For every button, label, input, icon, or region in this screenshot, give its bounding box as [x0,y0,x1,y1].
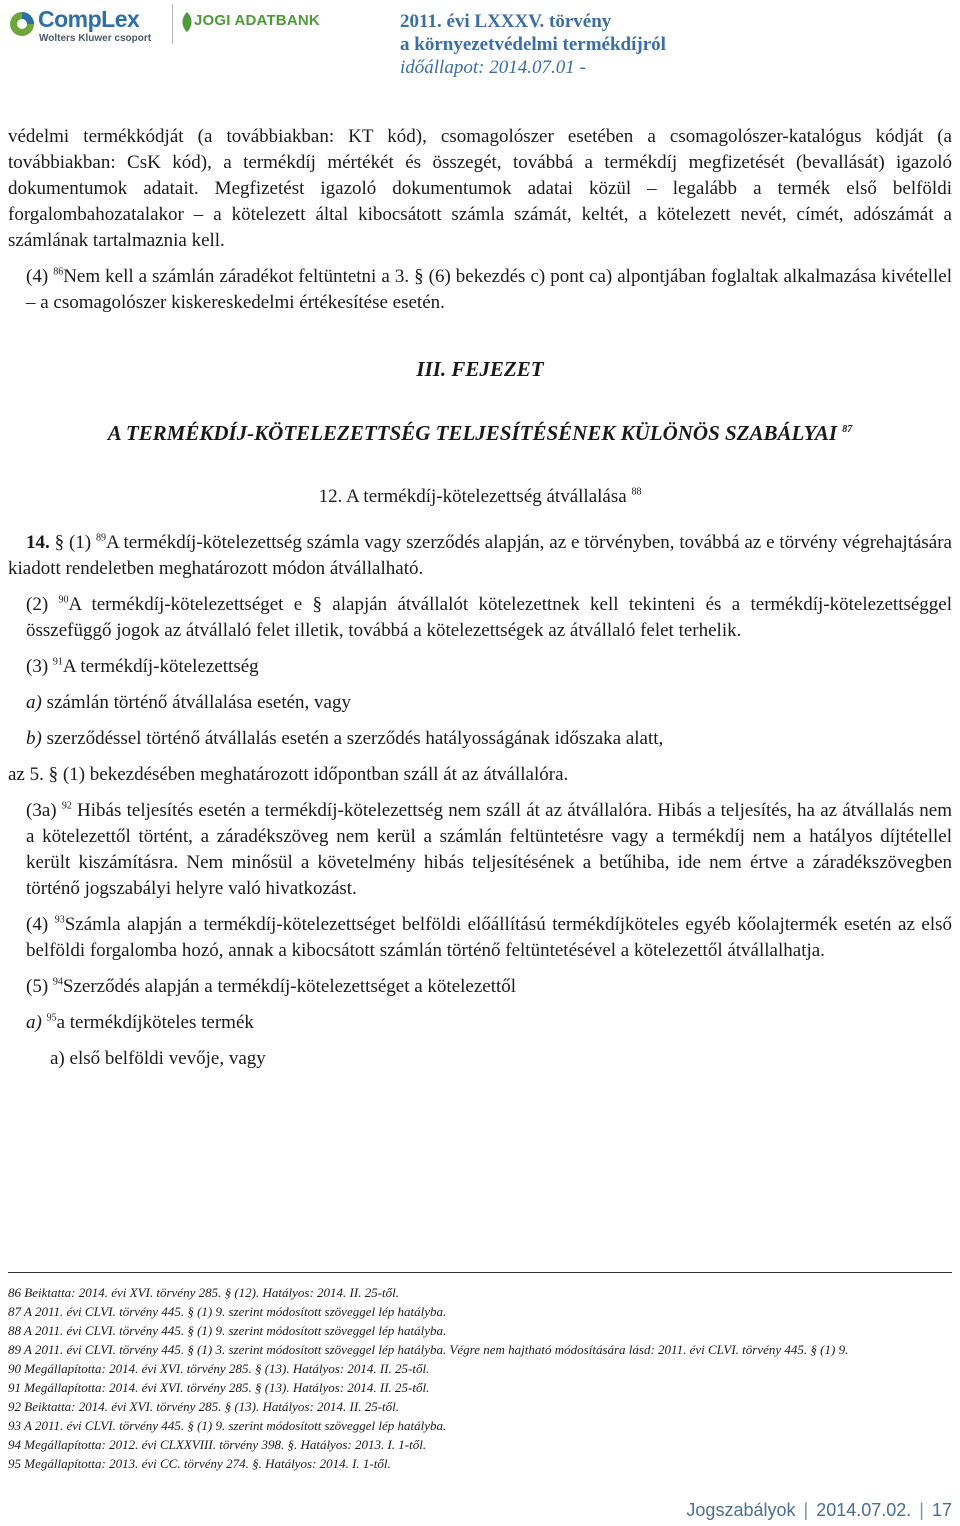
footer-date: 2014.07.02. [816,1500,912,1520]
jogi-brand: JOGI ADATBANK [194,12,320,29]
para-text: A termékdíj-kötelezettség számla vagy szerződés alapján, az e törvényben, továbbá az e törvény végrehajtására kiadott rendeletben meghatározott módon átvállalható. [8,532,952,579]
para-text: Hibás teljesítés esetén a termékdíj-kötelezettség nem száll át az átvállalóra. Hibás a teljesítés, ha az átvállalás nem a kötelezettől történt, a záradékszöveg nem kerül a számlán feltüntetésre vagy a termékdíj nem a hatályos díjtétellel került kiszámításra. Nem minősül a követelmény hibás teljesítésének a betűhiba, ide nem értve a záradékszövegben történő jogszabályi helyre való hivatkozást. [26,800,952,899]
document-state: időállapot: 2014.07.01 - [400,57,586,78]
point-a [8,690,952,716]
page-header [0,0,960,80]
point-label: b) [26,728,42,749]
point-label: a) [26,692,42,713]
footnote-92: 92 Beiktatta: 2014. évi XVI. törvény 285. § (13). Hatályos: 2014. II. 25-től. [8,1399,399,1414]
footer-separator: | [803,1500,809,1520]
point-5a [8,1010,952,1036]
para-text: A termékdíj-kötelezettséget e § alapján átvállalót kötelezettnek kell tekinteni és a termékdíj-kötelezettséggel összefüggő jogok az átvállaló felet illetik, továbbá a kötelezettségek az átvállaló felet terhelik. [26,594,953,641]
logo-divider [172,4,173,44]
footer-source: Jogszabályok [686,1500,796,1520]
footnote-ref[interactable]: 87 [842,424,853,435]
footnotes [8,1272,952,1473]
para-number: (5) [26,976,53,997]
para-number: (3) [26,656,53,677]
footnote-ref[interactable]: 91 [52,656,63,668]
document-subtitle: a környezetvédelmi termékdíjról [400,34,666,55]
footnote-ref[interactable]: 94 [52,976,63,988]
footnote-90: 90 Megállapította: 2014. évi XVI. törvény 285. § (13). Hatályos: 2014. II. 25-től. [8,1361,430,1376]
section-title-text: 12. A termékdíj-kötelezettség átvállalása [318,486,627,507]
section-number: 14. [26,532,50,553]
paragraph-4 [8,264,952,316]
para-text: Szerződés alapján a termékdíj-kötelezettséget a kötelezettől [62,976,517,997]
footnote-ref[interactable]: 88 [631,486,642,498]
footnote-91: 91 Megállapította: 2014. évi XVI. törvény 285. § (13). Hatályos: 2014. II. 25-től. [8,1380,430,1395]
page-number: 17 [931,1500,952,1520]
paragraph-3-end: az 5. § (1) bekezdésében meghatározott időpontban száll át az átvállalóra. [8,764,569,785]
para-number: (2) [26,594,59,615]
para-text: A termékdíj-kötelezettség [62,656,259,677]
footnote-87: 87 A 2011. évi CLVI. törvény 445. § (1) 9. szerint módosított szöveggel lép hatályba. [8,1304,447,1319]
section-14-1 [8,530,952,582]
page-footer [686,1500,952,1521]
footnote-93: 93 A 2011. évi CLVI. törvény 445. § (1) 9. szerint módosított szöveggel lép hatályba. [8,1418,447,1433]
para-text: Számla alapján a termékdíj-kötelezettséget belföldi előállítású termékdíjköteles egyéb kőolajtermék esetén az első belföldi forgalomba hozó, annak a kibocsátott számlán történő feltüntetésével a kötelezettől átvállalhatja. [26,914,953,961]
paragraph-4b [8,912,952,964]
footnote-94: 94 Megállapította: 2012. évi CLXXVIII. törvény 398. §. Hatályos: 2013. I. 1-től. [8,1437,427,1452]
point-label: a) [26,1012,42,1033]
document-body [8,124,952,1072]
point-text: számlán történő átvállalása esetén, vagy [41,692,351,713]
complex-logo [8,6,168,46]
footnote-ref[interactable]: 90 [58,594,69,606]
complex-brand: CompLex [38,6,140,32]
document-header [400,10,666,79]
jogi-logo [180,6,330,42]
point-b [8,726,952,752]
para-text: Nem kell a számlán záradékot feltüntetni a 3. § (6) bekezdés c) pont ca) alpontjában foglaltak alkalmazása kivétellel – a csomagolószer kiskereskedelmi értékesítése esetén. [26,266,953,313]
footnote-95: 95 Megállapította: 2013. évi CC. törvény 274. §. Hatályos: 2014. I. 1-től. [8,1456,391,1471]
jogi-leaf-icon [180,10,194,34]
footer-separator: | [919,1500,924,1520]
para-number: (3a) [26,800,62,821]
footnote-ref[interactable]: 89 [95,532,106,544]
section-title [8,484,952,510]
chapter-title-text: A TERMÉKDÍJ-KÖTELEZETTSÉG TELJESÍTÉSÉNEK KÜLÖNÖS SZABÁLYAI [107,421,838,445]
point-text: a termékdíjköteles termék [56,1012,254,1033]
footnote-ref[interactable]: 95 [46,1012,57,1024]
chapter-title [8,420,952,446]
paragraph-5 [8,974,952,1000]
footnote-ref[interactable]: 93 [54,914,65,926]
para-number: (4) [26,266,54,287]
chapter-number: III. FEJEZET [416,357,544,381]
paragraph-continuation: védelmi termékkódját (a továbbiakban: KT kód), csomagolószer esetében a csomagolószer-katalógus kódját (a továbbiakban: CsK kód), a termékdíj mértékét és összegét, továbbá a termékdíj megfizetését (bevallását) igazoló dokumentumok adatait. Megfizetést igazoló dokumentumok adatai közül – legalább a termék első belföldi forgalombahozatalakor – a kötelezett által kibocsátott számla számát, keltét, a kötelezett nevét, címét, adószámát a számlának tartalmaznia kell. [8,126,952,251]
footnote-ref[interactable]: 86 [53,266,64,278]
paragraph-3 [8,654,952,680]
para-number: § (1) [54,532,96,553]
paragraph-3a [8,798,952,902]
complex-subtitle: Wolters Kluwer csoport [39,33,152,44]
complex-swirl-icon [8,10,36,38]
point-5a-a: a) első belföldi vevője, vagy [50,1048,266,1069]
footnote-86: 86 Beiktatta: 2014. évi XVI. törvény 285. § (12). Hatályos: 2014. II. 25-től. [8,1285,399,1300]
footnote-ref[interactable]: 92 [61,800,72,812]
document-title: 2011. évi LXXXV. törvény [400,11,612,32]
point-text: szerződéssel történő átvállalás esetén a szerződés hatályosságának időszaka alatt, [41,728,664,749]
para-number: (4) [26,914,55,935]
footnote-89: 89 A 2011. évi CLVI. törvény 445. § (1) 3. szerint módosított szöveggel lép hatályba. Végre nem hajtható módosítására lásd: 2011. évi CLVI. törvény 445. § (1) 9. [8,1342,849,1357]
footnote-88: 88 A 2011. évi CLVI. törvény 445. § (1) 9. szerint módosított szöveggel lép hatályba. [8,1323,447,1338]
paragraph-2 [8,592,952,644]
